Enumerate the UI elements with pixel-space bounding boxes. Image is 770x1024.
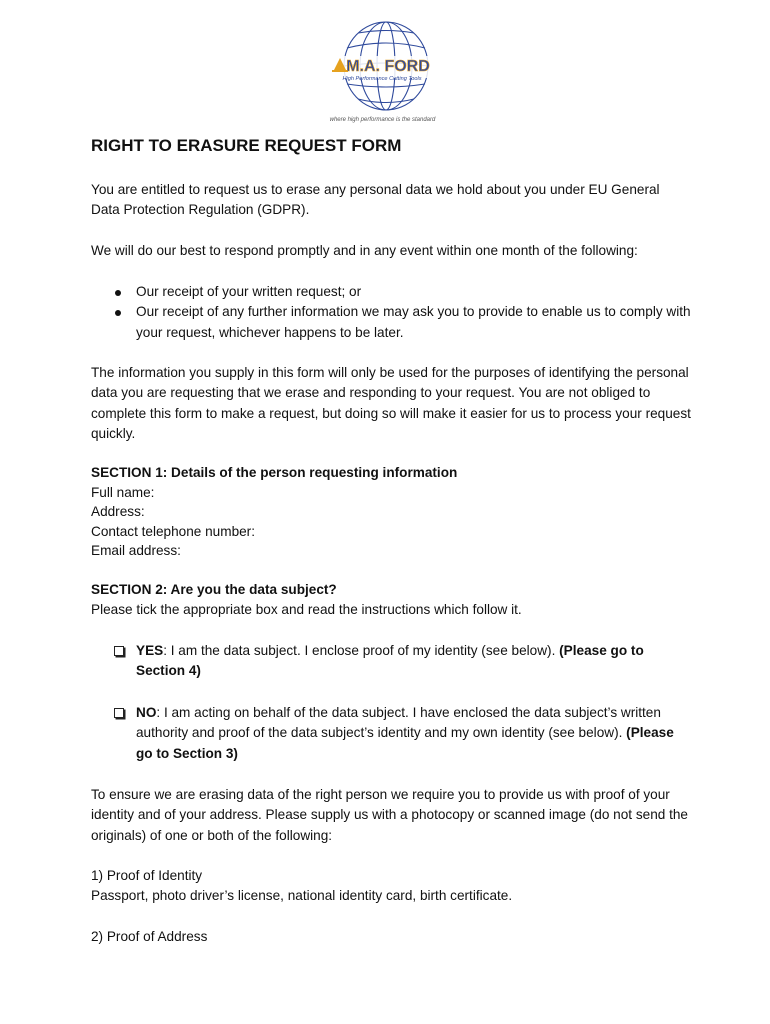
no-checkbox[interactable] (114, 708, 124, 718)
respond-paragraph (91, 241, 691, 261)
bullet-list (91, 282, 691, 343)
proof-identity (91, 866, 691, 907)
email-label: Email address: (91, 543, 181, 559)
section-2 (91, 580, 691, 621)
proof-paragraph (91, 785, 691, 846)
no-text: : I am acting on behalf of the data subject. I have enclosed the data subject’s written authority and proof of the data subject’s identity and my own identity (see below). (136, 705, 661, 741)
intro-text: You are entitled to request us to erase any personal data we hold about you under EU General Data Protection Regulation (GDPR). (91, 182, 660, 218)
list-item: Our receipt of any further information we may ask you to provide to enable us to comply with your request, whichever happens to be later. (91, 302, 691, 343)
section-2-heading: SECTION 2: Are you the data subject? (91, 582, 337, 597)
yes-label: YES (136, 643, 164, 658)
no-option (91, 703, 691, 764)
logo-brand-text: M.A. FORD (346, 58, 430, 75)
proof-intro-text: To ensure we are erasing data of the right person we require you to provide us with proof of your identity and of your address. Please supply us with a photocopy or scanned image (do not send the originals) of one or both of the following: (91, 787, 688, 843)
proof-address-heading: 2) Proof of Address (91, 929, 208, 944)
section-1-heading: SECTION 1: Details of the person requesting information (91, 465, 458, 480)
no-note: (Please go to Section 3) (136, 725, 674, 761)
address-label: Address: (91, 504, 145, 520)
proof-address (91, 927, 691, 947)
logo-tagline: where high performance is the standard (329, 117, 436, 123)
yes-option (91, 641, 691, 682)
section-2-instruction: Please tick the appropriate box and read the instructions which follow it. (91, 602, 522, 618)
respond-text: We will do our best to respond promptly and in any event within one month of the following: (91, 243, 638, 258)
company-logo (320, 18, 445, 130)
intro-paragraph (91, 180, 691, 221)
proof-identity-text: Passport, photo driver’s license, national identity card, birth certificate. (91, 888, 513, 904)
info-paragraph (91, 363, 691, 445)
yes-note: (Please go to Section 4) (136, 643, 644, 679)
logo-subtitle-text: High Performance Cutting Tools (342, 76, 422, 82)
yes-checkbox[interactable] (114, 646, 124, 656)
no-label: NO (136, 705, 157, 720)
info-text: The information you supply in this form will only be used for the purposes of identifying the personal data you are requesting that we erase and responding to your request. You are not obliged to complete this form to make a request, but doing so will make it easier for us to process your request quickly. (91, 365, 691, 442)
yes-text: : I am the data subject. I enclose proof of my identity (see below). (163, 643, 560, 658)
proof-identity-heading: 1) Proof of Identity (91, 868, 203, 883)
section-1 (91, 463, 691, 561)
list-item: Our receipt of your written request; or (91, 282, 691, 302)
telephone-label: Contact telephone number: (91, 523, 255, 539)
globe-logo-icon (320, 18, 445, 114)
form-title: RIGHT TO ERASURE REQUEST FORM (91, 136, 402, 155)
full-name-label: Full name: (91, 484, 155, 500)
